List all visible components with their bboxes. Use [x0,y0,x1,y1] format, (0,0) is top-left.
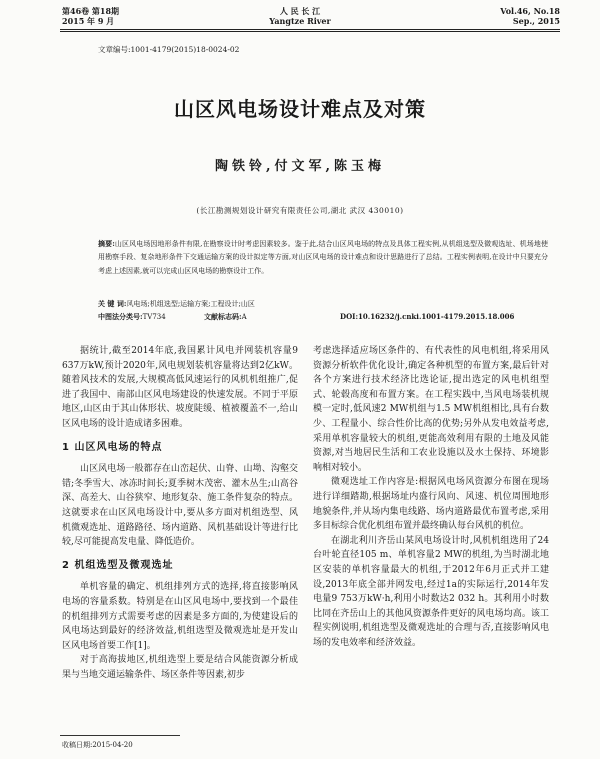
keywords-label: 关 键 词: [98,299,127,308]
document-code [204,311,247,323]
volume-cn: 第46卷 第18期 [62,6,120,16]
paragraph: 考虑选择适应场区条件的、有代表性的风电机组,将采用风资源分析软件优化设计,确定各种机型的布置方案,最后针对各个方案进行技术经济比选论证,提出选定的风电机组型式、轮毂高度和布置方案。在工程实践中,当风电场装机规模一定时,低风速2 MW机组与1.5 MW机组相比,具有台数少、工程量小、综合性价比高的优势;另外从发电效益考虑,采用单机容量较大的机组,更能高效利用有限的土地及风能资源,对当地居民生活和工农业设施以及水土保持、环境影响相对较小。 [313,346,549,473]
clc-value: TV734 [142,313,166,321]
journal-cn: 人 民 长 江 [279,6,321,16]
clc-code [98,311,166,323]
keywords [98,298,548,310]
running-header-left [62,6,119,26]
document-code-label: 文献标志码: [204,312,242,321]
page-title: 山区风电场设计难点及对策 [174,97,426,121]
running-header-center [255,6,345,26]
footnote-rule [60,735,180,736]
right-column [313,344,549,650]
paragraph: 对于高海拔地区,机组选型上要是结合风能资源分析成果与当地交通运输条件、场区条件等因素,初步 [62,655,298,680]
keywords-text: 风电场;机组选型;运输方案;工程设计;山区 [126,300,255,308]
clc-label: 中图法分类号: [98,312,143,321]
left-column [62,344,298,682]
header-rule-bottom [60,31,560,32]
date-cn: 2015 年 9 月 [62,16,115,26]
journal-en: Yangtze River [269,16,331,26]
document-code-value: A [241,313,247,321]
article-number: 文章编号:1001-4179(2015)18-0024-02 [98,45,240,54]
header-rule-top [60,29,560,30]
volume-en: Vol.46, No.18 [500,6,560,16]
abstract-text: 山区风电场因地形条件有限,在勘察设计时考虑因素较多。鉴于此,结合山区风电场的特点及具体工程实例,从机组选型及微观选址、机场地使用勘察手段、复杂地形条件下交通运输方案的设计拟定等方面,对山区风电场的设计难点和设计思路进行了总结。工程实例表明,在设计中只要充分考虑上述因素,就可以完成山区风电场的勘察设计工作。 [98,240,548,275]
paragraph: 在湖北利川齐岳山某风电场设计时,风机机组选用了24台叶轮直径105 m、单机容量2 MW的机组,为当时湖北地区安装的单机容量最大的机组,于2012年6月正式并工建设,2013年底全部并网发电,经过1a的实际运行,2014年发电量9 753万kW·h,利用小时数达2 032 h。其利用小时数比同在齐岳山上的其他风资源条件更好的风电场均高。该工程实例说明,机组选型及微观选址的合理与否,直接影响风电场的发电效率和经济效益。 [313,535,549,648]
paragraph: 据统计,截至2014年底,我国累计风电并网装机容量9 637万kW,预计2020年,风电规划装机容量将达到2亿kW。随着风技术的发展,大规模高低风速运行的风机机组推广,促进了我国中、南部山区风电场建设的快速发展。不同于平原地区,山区由于其山体形状、坡度陡缓、植被覆盖不一,给山区风电场的设计造成诸多困难。 [62,346,298,429]
paragraph: 山区风电场一般都存在山峦起伏、山脊、山坳、沟壑交错;冬季雪大、冰冻时间长;夏季树木茂密、灌木丛生;山高谷深、高差大、山谷狭窄、地形复杂、施工条件复杂的特点。这就要求在山区风电场设计中,要从多方面对机组选型、风机微观选址、道路路径、场内道路、风机基础设计等进行比较,尽可能提高发电量、降低造价。 [62,464,298,548]
date-en: Sep., 2015 [512,16,560,26]
paragraph: 微观选址工作内容是:根据风电场风资源分布图在现场进行详细踏勘,根据场址内盛行风向、风速、机位周围地形地貌条件,并从场内集电线路、场内道路最优布置考虑,采用多目标综合优化机组布置并最终确认每台风机的机位。 [313,477,549,532]
affiliation: (长江勘测规划设计研究有限责任公司,湖北 武汉 430010) [196,206,404,215]
running-header-right [500,6,560,26]
abstract [98,237,548,278]
paragraph: 单机容量的确定、机组排列方式的选择,将直接影响风电场的容量系数。特别是在山区风电场中,要找到一个最佳的机组排列方式需要考虑的因素是多方面的,为使建设后的风电场达到最好的经济效益,机组选型及微观选址是开发山区风电场首要工作[1]。 [62,582,298,651]
received-date-footnote: 收稿日期:2015-04-20 [62,741,133,749]
section-heading-2: 2 机组选型及微观选址 [62,559,174,571]
doi: DOI:10.16232/j.cnki.1001-4179.2015.18.006 [340,312,515,321]
section-heading-1: 1 山区风电场的特点 [62,441,163,453]
authors: 陶铁铃,付文军,陈玉梅 [214,159,386,174]
abstract-label: 摘要: [98,239,115,248]
